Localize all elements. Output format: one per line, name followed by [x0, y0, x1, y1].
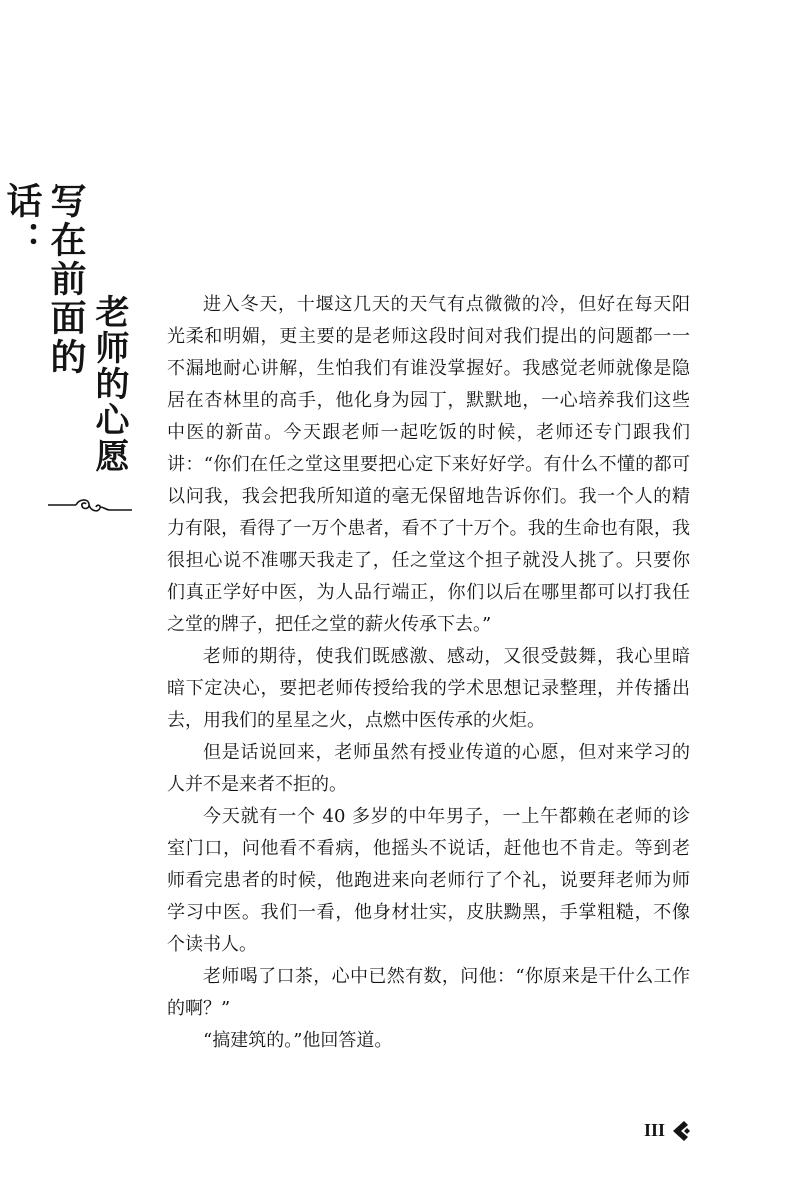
body-line: 中医的新苗。今天跟老师一起吃饭的时候，老师还专门跟我们: [167, 422, 690, 443]
body-line: 老师喝了口茶，心中已然有数，问他：“你原来是干什么工作: [203, 966, 690, 987]
body-text: [167, 289, 690, 1057]
body-line: 不漏地耐心讲解，生怕我们有谁没掌握好。我感觉老师就像是隐: [167, 358, 690, 379]
body-line: 很担心说不准哪天我走了，任之堂这个担子就没人挑了。只要你: [167, 550, 690, 571]
chapter-subheading: 老师的心愿: [89, 294, 129, 474]
paragraph: [167, 641, 690, 737]
body-line: 去，用我们的星星之火，点燃中医传承的火炬。: [167, 710, 545, 731]
body-line: 以问我，我会把我所知道的毫无保留地告诉你们。我一个人的精: [167, 486, 690, 507]
paragraph: [167, 1025, 690, 1057]
paragraph: [167, 961, 690, 1025]
body-line: “搞建筑的。”他回答道。: [203, 1030, 393, 1051]
body-line: 之堂的牌子，把任之堂的薪火传承下去。”: [167, 614, 492, 635]
page-number: III: [644, 1120, 666, 1140]
body-line: 的啊？”: [167, 998, 231, 1019]
paragraph: [167, 801, 690, 961]
cloud-scroll-divider-icon: [48, 493, 132, 519]
body-line: 个读书人。: [167, 934, 257, 955]
body-line: 居在杏林里的高手，他化身为园丁，默默地，一心培养我们这些: [167, 390, 690, 411]
body-line: 暗下定决心，要把老师传授给我的学术思想记录整理，并传播出: [167, 678, 690, 699]
chapter-heading: 写在前面的话：: [1, 182, 87, 377]
body-line: 但是话说回来，老师虽然有授业传道的心愿，但对来学习的: [203, 742, 690, 763]
body-line: 人并不是来者不拒的。: [167, 774, 347, 795]
body-line: 学习中医。我们一看，他身材壮实，皮肤黝黑，手掌粗糙，不像: [167, 902, 690, 923]
body-line: 力有限，看得了一万个患者，看不了十万个。我的生命也有限，我: [167, 518, 690, 539]
paragraph: [167, 289, 690, 641]
body-line: 师看完患者的时候，他跑进来向老师行了个礼，说要拜老师为师: [167, 870, 690, 891]
body-line: 进入冬天，十堰这几天的天气有点微微的冷，但好在每天阳: [203, 294, 690, 315]
body-line: 室门口，问他看不看病，他摇头不说话，赶他也不肯走。等到老: [167, 838, 690, 859]
body-line: 老师的期待，使我们既感激、感动，又很受鼓舞，我心里暗: [203, 646, 690, 667]
body-line: 们真正学好中医，为人品行端正，你们以后在哪里都可以打我任: [167, 582, 690, 603]
paragraph: [167, 737, 690, 801]
body-line: 光柔和明媚，更主要的是老师这段时间对我们提出的问题都一一: [167, 326, 690, 347]
body-line: 讲：“你们在任之堂这里要把心定下来好好学。有什么不懂的都可: [167, 454, 690, 475]
body-line: 今天就有一个 40 多岁的中年男子，一上午都赖在老师的诊: [203, 806, 690, 827]
chevron-diamond-icon: [670, 1120, 692, 1142]
